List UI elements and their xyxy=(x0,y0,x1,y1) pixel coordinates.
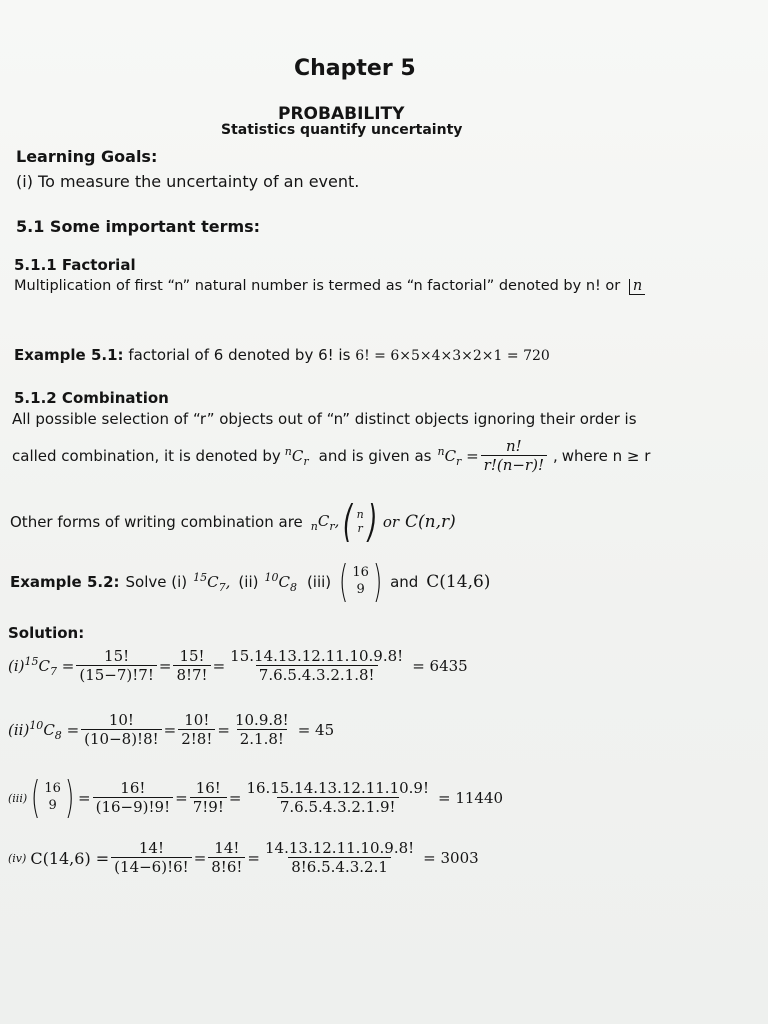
factorial-definition: Multiplication of first “n” natural number is termed as “n factorial” denoted by n! or n xyxy=(14,278,645,295)
combination-definition-line2: called combination, it is denoted by $^nC_r$ and is given as $^nC_r$ = $\frac{n!}{r!(n-r)!}$ , where n ≥ r xyxy=(12,437,651,475)
solution-heading: Solution: xyxy=(8,624,85,642)
binomial-n-r: ( n r ) xyxy=(343,496,377,547)
learning-goals-heading: Learning Goals: xyxy=(16,147,158,166)
combination-other-forms: Other forms of writing combination are $_nC_r$, ( n r ) or C(n,r) xyxy=(10,496,456,547)
solution-equation-3: (iii) ( 16 9 ) = $\frac{16!}{(16-9)!9!}$ = $\frac{16!}{7!9!}$ = $\frac{16.15.14.13.12.11.10.9!}{7.6.5.4.3.2.1.9!}$ = 11440 xyxy=(8,772,504,823)
chapter-heading: Chapter 5 xyxy=(294,56,416,81)
factorial-angle-symbol: n xyxy=(629,279,645,295)
binomial-16-9: ( 16 9 ) xyxy=(339,556,383,607)
solution-equation-4: (iv) C(14,6) = $\frac{14!}{(14-6)!6!}$ = $\frac{14!}{8!6!}$ = $\frac{14.13.12.11.10.9.8!}{8!6.5.4.3.2.1}$ = 3003 xyxy=(8,839,479,877)
section-heading: 5.1 Some important terms: xyxy=(16,217,261,236)
combination-definition-line1: All possible selection of “r” objects out of “n” distinct objects ignoring their order is xyxy=(12,410,637,428)
solution-equation-2: (ii) $^{10}C_8$ = $\frac{10!}{(10-8)!8!}$ = $\frac{10!}{2!8!}$ = $\frac{10.9.8!}{2.1.8!}$ = 45 xyxy=(8,711,335,749)
solution-equation-1: (i) $^{15}C_7$ = $\frac{15!}{(15-7)!7!}$ = $\frac{15!}{8!7!}$ = $\frac{15.14.13.12.11.10.9.8!}{7.6.5.4.3.2.1.8!}$ = 6435 xyxy=(8,647,468,685)
learning-goal-item: (i) To measure the uncertainty of an event. xyxy=(16,172,360,191)
chapter-title: PROBABILITY xyxy=(278,104,405,124)
chapter-subtitle: Statistics quantify uncertainty xyxy=(221,122,463,138)
example-5-1: Example 5.1: factorial of 6 denoted by 6! is 6! = 6×5×4×3×2×1 = 720 xyxy=(14,346,550,364)
example-5-2: Example 5.2: Solve (i) $^{15}C_7$, (ii) $^{10}C_8$ (iii) ( 16 9 ) and C(14,6) xyxy=(10,556,491,607)
factorial-heading: 5.1.1 Factorial xyxy=(14,256,136,274)
combination-heading: 5.1.2 Combination xyxy=(14,389,169,407)
combination-formula-fraction: $\frac{n!}{r!(n-r)!}$ xyxy=(481,438,547,474)
